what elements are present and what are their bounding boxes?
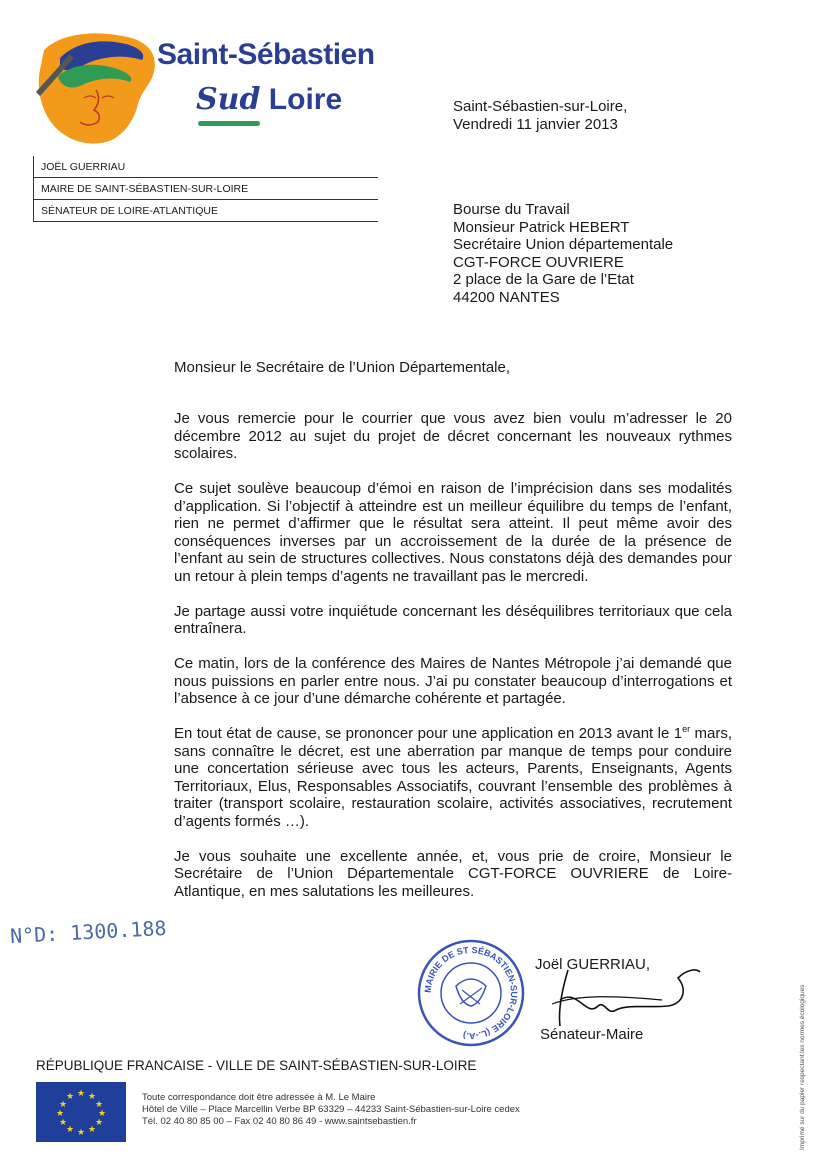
brand-sud: Sud <box>196 82 261 117</box>
signatory-name: Joël GUERRIAU, <box>535 956 651 973</box>
svg-text:★: ★ <box>55 1109 65 1119</box>
seal-text: MAIRIE DE ST SÉBASTIEN-SUR-LOIRE (L.-A.) <box>422 944 520 1042</box>
city-logo-icon <box>30 28 160 146</box>
recipient-line: Secrétaire Union départementale <box>453 236 674 253</box>
footer-line: Tél. 02 40 80 85 00 – Fax 02 40 80 86 49 - www.saintsebastien.fr <box>142 1116 417 1127</box>
letter-body <box>174 410 732 918</box>
handwritten-signature-icon <box>538 960 708 1030</box>
recipient-line: 44200 NANTES <box>453 288 560 306</box>
footer-line: Toute correspondance doit être adressée à M. Le Maire <box>142 1092 376 1103</box>
eco-paper-text: Imprimé sur du papier respectant les normes écologiques <box>799 984 806 1150</box>
paragraph: Je partage aussi votre inquiétude concernant les déséquilibres territoriaux que cela entraînera. <box>174 602 732 637</box>
recipient-line: CGT-FORCE OUVRIERE <box>453 253 624 271</box>
brand-loire: Loire <box>268 83 343 116</box>
svg-text:★: ★ <box>76 1128 86 1138</box>
recipient-line: 2 place de la Gare de l’Etat <box>453 271 634 288</box>
svg-text:★: ★ <box>87 1125 97 1135</box>
superscript: er <box>682 724 691 734</box>
paragraph: Ce sujet soulève beaucoup d’émoi en raison de l’imprécision dans ses modalités d’application. Si l’objectif à atteindre est un meilleur équilibre du temps de l’enfant, rien ne permet d’affirmer que le résultat sera atteint. Il peut même avoir des conséquences inverses par un accroissement de la durée de la présence de l’enfant au sein de structures collectives. Nous constatons déjà des demandes pour un retour à plein temps d’agents ne travaillant pas le mercredi. <box>174 480 732 585</box>
svg-text:★: ★ <box>94 1118 104 1128</box>
brand-name-line1: Saint-Sébastien <box>157 38 375 71</box>
identity-mayor: MAIRE DE SAINT-SÉBASTIEN-SUR-LOIRE <box>33 178 378 200</box>
paragraph <box>174 725 732 830</box>
handwritten-annotation: N°D: 1300.188 <box>9 915 168 949</box>
svg-text:★: ★ <box>87 1092 97 1102</box>
svg-text:★: ★ <box>76 1089 86 1099</box>
place-date <box>453 98 627 133</box>
paragraph: Je vous souhaite une excellente année, et, vous prie de croire, Monsieur le Secrétaire de l’Union Départementale CGT-FORCE OUVRIERE de Loire-Atlantique, en mes salutations les meilleures. <box>174 847 732 900</box>
place-line: Saint-Sébastien-sur-Loire, <box>453 98 628 115</box>
date-line: Vendredi 11 janvier 2013 <box>453 115 618 133</box>
identity-senator: SÉNATEUR DE LOIRE-ATLANTIQUE <box>33 200 378 222</box>
svg-text:★: ★ <box>58 1118 68 1128</box>
paragraph-part: mars, sans connaître le décret, est une aberration par manque de temps pour conduire une concertation sérieuse avec tous les acteurs, Parents, Enseignants, Agents Territoriaux, Elus, Responsables Associatifs, couvrant l’ensemble des problèmes à traiter (transport scolaire, restauration scolaire, activités associatives, recrutement d’agents formés …). <box>174 725 732 830</box>
paragraph-part: En tout état de cause, se prononcer pour une application en 2013 avant le 1 <box>174 725 683 742</box>
eco-paper-note <box>795 960 815 1150</box>
salutation: Monsieur le Secrétaire de l’Union Départementale, <box>174 359 511 376</box>
eu-flag-icon <box>36 1082 126 1142</box>
svg-text:★: ★ <box>65 1125 75 1135</box>
footer-republic: RÉPUBLIQUE FRANCAISE - VILLE DE SAINT-SÉBASTIEN-SUR-LOIRE <box>36 1058 477 1073</box>
paragraph: Ce matin, lors de la conférence des Maires de Nantes Métropole j’ai demandé que nous puissions en parler entre nous. J’ai pu constater beaucoup d’interrogations et l’absence à ce jour d’une démarche cohérente et partagée. <box>174 655 732 707</box>
brand-name-line2 <box>196 82 342 117</box>
paragraph: Je vous remercie pour le courrier que vous avez bien voulu m’adresser le 20 décembre 2012 au sujet du projet de décret concernant les nouveaux rythmes scolaires. <box>174 410 732 462</box>
svg-text:★: ★ <box>65 1092 75 1102</box>
identity-name: JOËL GUERRIAU <box>33 156 378 178</box>
recipient-line: Monsieur Patrick HEBERT <box>453 218 630 236</box>
footer-line: Hôtel de Ville – Place Marcellin Verbe BP 63329 – 44233 Saint-Sébastien-sur-Loire cedex <box>142 1104 520 1115</box>
official-seal-icon <box>416 938 526 1048</box>
svg-text:★: ★ <box>94 1100 104 1110</box>
svg-text:MAIRIE DE ST SÉBASTIEN-SUR-LOI <box>423 945 519 1041</box>
svg-text:★: ★ <box>97 1109 107 1119</box>
svg-text:★: ★ <box>58 1100 68 1110</box>
recipient-address <box>453 201 673 306</box>
brand-underline <box>198 121 260 126</box>
signatory-title: Sénateur-Maire <box>540 1026 644 1043</box>
recipient-line: Bourse du Travail <box>453 201 570 218</box>
